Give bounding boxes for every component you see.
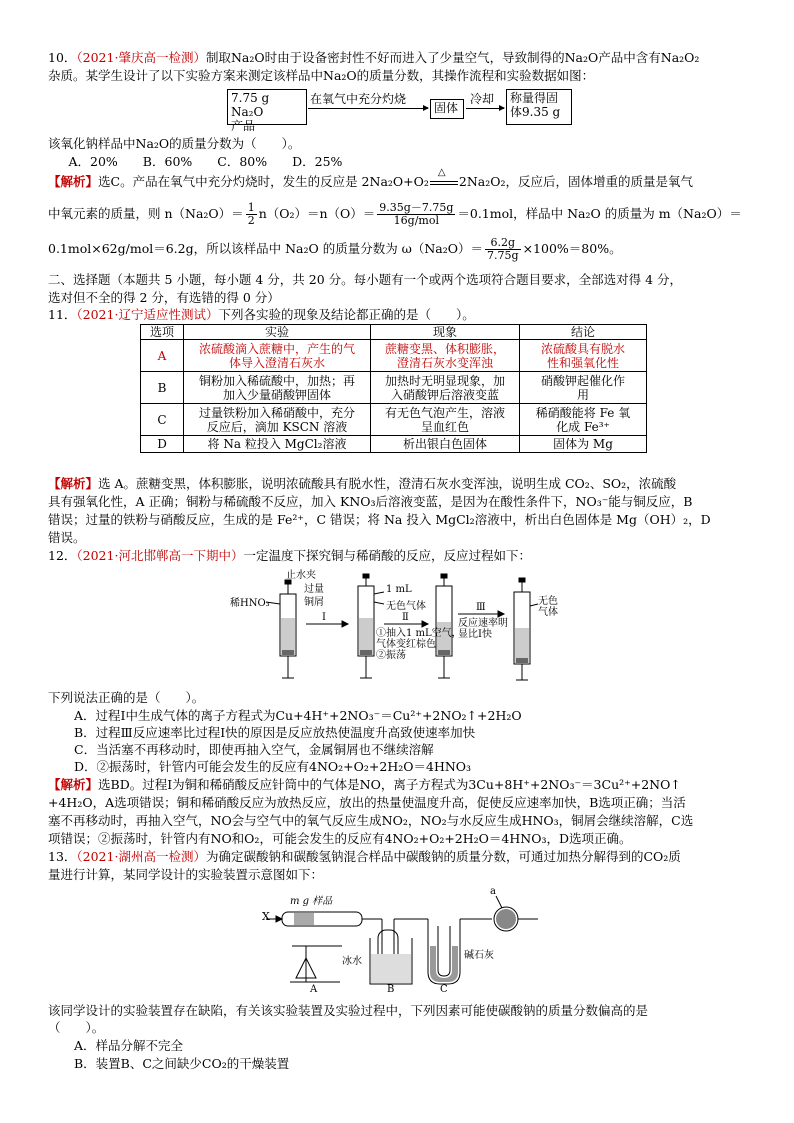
q11-text: 下列各实验的现象及结论都正确的是（ ）。 <box>218 307 475 322</box>
rate-line: 显比Ⅰ快 <box>458 629 492 640</box>
cell-line: 性和强氧化性 <box>546 355 619 370</box>
q11-number: 11． <box>48 307 77 322</box>
rate-line: 反应速率明 <box>458 618 508 629</box>
operation-label <box>376 628 462 661</box>
cell-line: 化成 Fe³⁺ <box>556 419 610 434</box>
cell-line: 浓硫酸具有脱水 <box>540 341 625 356</box>
flow-sample-label: 产品 <box>231 119 256 133</box>
row-conclusion: 固体为 Mg <box>520 436 647 453</box>
excess-label: 过量 <box>304 584 324 595</box>
cell-line: 加入少量硝酸钾固体 <box>222 387 331 402</box>
mol-fraction-den: 16g/mol <box>393 214 439 227</box>
cell-line: 硝酸钾起催化作 <box>540 373 625 388</box>
q10-analysis-line2 <box>48 199 742 229</box>
q13-option-a: A．样品分解不完全 <box>74 1038 184 1053</box>
row-phenomenon: 析出银白色固体 <box>371 436 520 453</box>
q13-number: 13． <box>48 849 77 864</box>
half-fraction <box>246 202 257 227</box>
gas3-line: 气体 <box>538 607 558 618</box>
q10-source: （2021·肇庆高一检测） <box>76 50 206 65</box>
row-experiment: 将 Na 粒投入 MgCl₂溶液 <box>184 436 371 453</box>
percent-num: 6.2g <box>485 237 521 250</box>
op-line: 气体变红棕色 <box>376 639 436 650</box>
gas3-line: 无色 <box>538 596 558 607</box>
sample-label: m g 样品 <box>290 896 333 907</box>
flow-weigh-box <box>506 89 572 125</box>
cell-line: 入硝酸钾后溶液变蓝 <box>390 387 499 402</box>
flow-weigh-line1: 称量得固 <box>510 91 559 105</box>
q12-stem <box>48 548 531 564</box>
q13-question-line1: 该同学设计的实验装置存在缺陷，有关该实验装置及实验过程中，下列因素可能使碳酸钠的质量分数偏高的是 <box>48 1003 649 1018</box>
q10-number: 10． <box>48 50 77 65</box>
q10-analysis-text2: 2Na₂O₂，反应后，固体增重的质量是氧气 <box>458 174 694 189</box>
q12-option-d: D．②振荡时，针管内可能会发生的反应有4NO₂+O₂+2H₂O＝4HNO₃ <box>74 759 472 774</box>
cell-line: 稀硝酸能将 Fe 氧 <box>535 405 631 420</box>
flow-weigh-line2: 体9.35 g <box>510 105 561 119</box>
q12-analysis-line4: 项错误；②振荡时，针管内有NO和O₂，可能会发生的反应有4NO₂+O₂+2H₂O＝4HNO₃，D选项正确。 <box>48 831 632 846</box>
cell-line: 呈血红色 <box>420 419 469 434</box>
q11-analysis-line4: 错误。 <box>48 530 86 545</box>
row-conclusion <box>520 372 647 404</box>
table-header-row <box>141 325 647 340</box>
flow-sample-mass: 7.75 g Na₂O <box>231 91 270 119</box>
section2-heading-line1: 二、选择题（本题共 5 小题，每小题 4 分，共 20 分。每小题有一个或两个选项符合题目要求，全部选对得 4 分， <box>48 272 683 287</box>
stopcock-label: 止水夹 <box>286 570 316 581</box>
q10-analysis-l2b: n（O₂）＝n（O）＝ <box>258 206 376 221</box>
q11-analysis-line3: 错误；过量的铁粉与硝酸反应，生成的是 Fe²⁺，C 错误；将 Na 投入 MgCl₂溶液中，析出白色固体是 Mg（OH）₂，D <box>48 512 711 527</box>
row-conclusion <box>520 404 647 436</box>
row-experiment <box>184 404 371 436</box>
q10-analysis-l3b: ×100%＝80%。 <box>522 241 622 256</box>
row-phenomenon <box>371 404 520 436</box>
q13-source: （2021·湖州高一检测） <box>76 849 206 864</box>
row-option: D <box>141 436 184 453</box>
q12-question: 下列说法正确的是（ ）。 <box>48 690 205 705</box>
copper-label: 铜屑 <box>304 597 324 608</box>
header-experiment: 实验 <box>184 325 371 340</box>
q10-analysis-l2a: 中氧元素的质量，则 n（Na₂O）＝ <box>48 206 244 221</box>
cell-line: 蔗糖变黑、体积膨胀， <box>384 341 505 356</box>
q12-option-a: A．过程Ⅰ中生成气体的离子方程式为Cu+4H⁺+2NO₃⁻＝Cu²⁺+2NO₂↑+2H₂O <box>74 708 522 723</box>
row-option: A <box>141 340 184 372</box>
q13-stem-line2: 量进行计算，某同学设计的实验装置示意图如下： <box>48 867 324 882</box>
percent-fraction <box>485 237 521 262</box>
device-b-label: B <box>387 984 395 995</box>
ice-water-label: 冰水 <box>342 956 362 967</box>
cell-line: 用 <box>576 387 589 402</box>
flow-sample-box <box>227 89 307 133</box>
tube-a-label: a <box>490 886 496 897</box>
q11-analysis-line1 <box>48 476 676 492</box>
rate-label <box>458 618 508 640</box>
flow-arrow2 <box>466 108 504 109</box>
apparatus-figure <box>262 886 542 994</box>
flow-solid-box: 固体 <box>430 99 464 119</box>
q13-option-b: B．装置B、C之间缺少CO₂的干燥装置 <box>74 1056 290 1071</box>
gas-inlet-label: X <box>262 910 270 923</box>
q10-text: 制取Na₂O时由于设备密封性不好而进入了少量空气，导致制得的Na₂O产品中含有Na₂O₂ <box>205 50 700 65</box>
colorless-gas-label <box>538 596 558 618</box>
table-row <box>141 404 647 436</box>
header-conclusion: 结论 <box>520 325 647 340</box>
q13-stem-line1 <box>48 849 681 865</box>
step3-label: Ⅲ <box>476 602 486 613</box>
q12-option-b: B．过程Ⅲ反应速率比过程Ⅰ快的原因是反应放热使温度升高致使速率加快 <box>74 725 476 740</box>
row-option: C <box>141 404 184 436</box>
section2-heading-line2: 选对但不全的得 2 分，有选错的得 0 分） <box>48 290 280 305</box>
header-option: 选项 <box>141 325 184 340</box>
q12-analysis-text: 选BD。过程Ⅰ为铜和稀硝酸反应针筒中的气体是NO，离子方程式为3Cu+8H⁺+2NO₃⁻＝3Cu²⁺+2NO↑ <box>98 777 681 792</box>
q10-stem-line2: 杂质。某学生设计了以下实验方案来测定该样品中Na₂O的质量分数，其操作流程和实验数据如图： <box>48 68 595 83</box>
step1-label: Ⅰ <box>322 612 326 623</box>
row-conclusion <box>520 340 647 372</box>
flow-arrow2-label: 冷却 <box>470 92 495 106</box>
flow-arrow1-label: 在氧气中充分灼烧 <box>310 92 407 106</box>
cell-line: 澄清石灰水变浑浊 <box>396 355 493 370</box>
step2-label: Ⅱ <box>402 612 409 623</box>
q12-number: 12． <box>48 548 77 563</box>
row-phenomenon <box>371 372 520 404</box>
q12-source: （2021·河北邯郸高一下期中） <box>76 548 244 563</box>
analysis-tag: 【解析】 <box>48 777 99 792</box>
volume-label: 1 mL <box>386 584 412 595</box>
syringe-figure <box>230 566 570 684</box>
op-line: ①抽入1 mL空气， <box>376 628 462 639</box>
mol-fraction <box>377 202 455 227</box>
percent-den: 7.75g <box>487 249 519 262</box>
q10-question: 该氧化钠样品中Na₂O的质量分数为（ ）。 <box>48 136 301 151</box>
reaction-arrow <box>429 167 459 190</box>
flow-arrow1 <box>308 108 428 109</box>
q10-analysis-l2c: ＝0.1mol，样品中 Na₂O 的质量为 m（Na₂O）＝ <box>457 206 742 221</box>
table-row <box>141 436 647 453</box>
cell-line: 有无色气泡产生，溶液 <box>384 405 505 420</box>
row-experiment <box>184 372 371 404</box>
mol-fraction-num: 9.35g－7.75g <box>379 201 454 214</box>
gas-label: 无色气体 <box>386 601 426 612</box>
cell-line: 体导入澄清石灰水 <box>228 355 325 370</box>
q11-source: （2021·辽宁适应性测试） <box>76 307 219 322</box>
soda-lime-label: 碱石灰 <box>464 950 494 961</box>
device-a-label: A <box>310 984 318 995</box>
half-num: 1 <box>247 201 255 214</box>
cell-line: 浓硫酸滴入蔗糖中，产生的气 <box>198 341 355 356</box>
q12-text: 一定温度下探究铜与稀硝酸的反应，反应过程如下： <box>243 548 531 563</box>
q12-analysis-line3: 塞不再移动时，再抽入空气，NO会与空气中的氧气反应生成NO₂，NO₂与水反应生成HNO₃，铜屑会继续溶解，C选 <box>48 813 694 828</box>
q10-stem-line1 <box>48 50 699 66</box>
analysis-tag: 【解析】 <box>48 174 99 189</box>
row-option: B <box>141 372 184 404</box>
q12-analysis-line1 <box>48 777 681 793</box>
q10-analysis-l3a: 0.1mol×62g/mol＝6.2g，所以该样品中 Na₂O 的质量分数为 ω（Na₂O）＝ <box>48 241 484 256</box>
cell-line: 铜粉加入稀硫酸中，加热；再 <box>198 373 355 388</box>
q11-table <box>140 324 647 453</box>
q12-analysis-line2: +4H₂O，A选项错误；铜和稀硝酸反应为放热反应，放出的热量使温度升高，促使反应速率加快，B选项正确；当活 <box>48 795 686 810</box>
q11-analysis-line2: 具有强氧化性，A 正确；铜粉与稀硫酸不反应，加入 KNO₃后溶液变蓝，是因为在酸性条件下，NO₃⁻能与铜反应，B <box>48 494 693 509</box>
heat-symbol: △ <box>437 167 446 178</box>
q10-options: A．20% B．60% C．80% D．25% <box>56 154 343 169</box>
q11-analysis-text: 选 A。蔗糖变黑，体积膨胀，说明浓硫酸具有脱水性，澄清石灰水变浑浊，说明生成 CO₂、SO₂，浓硫酸 <box>98 476 677 491</box>
device-c-label: C <box>440 984 448 995</box>
header-phenomenon: 现象 <box>371 325 520 340</box>
cell-line: 过量铁粉加入稀硝酸中，充分 <box>198 405 355 420</box>
row-phenomenon <box>371 340 520 372</box>
q13-text: 为确定碳酸钠和碳酸氢钠混合样品中碳酸钠的质量分数，可通过加热分解得到的CO₂质 <box>205 849 681 864</box>
half-den: 2 <box>247 214 255 227</box>
q10-analysis-text: 选C。产品在氧气中充分灼烧时，发生的反应是 2Na₂O+O₂ <box>98 174 429 189</box>
op-line: ②振荡 <box>376 650 406 661</box>
q12-option-c: C．当活塞不再移动时，即使再抽入空气，金属铜屑也不继续溶解 <box>74 742 434 757</box>
hno3-label: 稀HNO₃ <box>230 598 270 609</box>
q10-analysis-line1 <box>48 167 694 190</box>
table-row <box>141 340 647 372</box>
analysis-tag: 【解析】 <box>48 476 99 491</box>
q13-question-line2: （ ）。 <box>48 1020 105 1035</box>
table-row <box>141 372 647 404</box>
q11-stem <box>48 307 475 323</box>
row-experiment <box>184 340 371 372</box>
cell-line: 反应后，滴加 KSCN 溶液 <box>206 419 348 434</box>
q10-analysis-line3 <box>48 234 622 264</box>
cell-line: 加热时无明显现象，加 <box>384 373 505 388</box>
